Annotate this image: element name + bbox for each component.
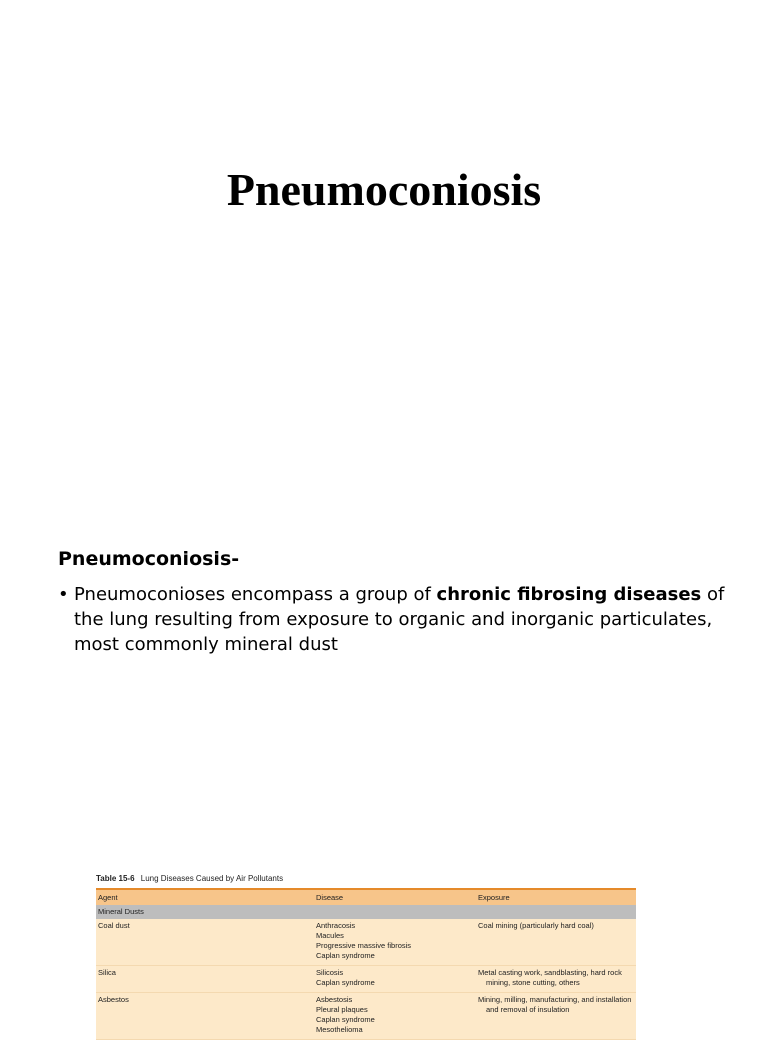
cell-agent: Coal dust	[98, 921, 130, 930]
cell-agent: Asbestos	[98, 995, 129, 1004]
disease-line: Caplan syndrome	[316, 1015, 375, 1024]
disease-line: Silicosis	[316, 968, 344, 977]
pollutant-table	[96, 872, 636, 1040]
header-agent: Agent	[98, 892, 118, 902]
table-caption	[96, 872, 636, 886]
table-group-row	[96, 905, 636, 919]
cell-disease	[316, 968, 478, 988]
exposure-line: Mining, milling, manufacturing, and installation	[478, 995, 632, 1004]
disease-line: Macules	[316, 931, 344, 940]
table-row	[96, 966, 636, 993]
bullet-list	[58, 582, 738, 657]
header-exposure: Exposure	[478, 892, 510, 902]
disease-line: Progressive massive fibrosis	[316, 941, 412, 950]
cell-disease	[316, 995, 478, 1035]
bullet-item	[58, 582, 738, 657]
table-header-row	[96, 890, 636, 905]
cell-disease	[316, 921, 478, 961]
exposure-line: mining, stone cutting, others	[486, 978, 580, 987]
table-body	[96, 888, 636, 1040]
bullet-text	[74, 582, 738, 657]
bullet-text-start: Pneumoconioses encompass a group of	[74, 584, 437, 605]
table-caption-number: Table 15-6	[96, 874, 135, 883]
cell-exposure	[478, 968, 636, 988]
group-label: Mineral Dusts	[98, 907, 144, 916]
exposure-line: and removal of insulation	[486, 1005, 570, 1014]
cell-exposure	[478, 995, 636, 1035]
table-caption-title: Lung Diseases Caused by Air Pollutants	[140, 874, 284, 883]
slide-title: Pneumoconiosis	[226, 164, 542, 215]
table-row	[96, 919, 636, 966]
bullet-mark: •	[58, 584, 69, 605]
exposure-line: Metal casting work, sandblasting, hard rock	[478, 968, 622, 977]
table-row	[96, 993, 636, 1040]
disease-line: Mesothelioma	[316, 1025, 363, 1034]
disease-line: Asbestosis	[316, 995, 353, 1004]
exposure-line: Coal mining (particularly hard coal)	[478, 921, 594, 930]
bullet-text-bold: chronic fibrosing diseases	[436, 584, 702, 605]
disease-line: Caplan syndrome	[316, 978, 375, 987]
section-heading: Pneumoconiosis-	[58, 548, 240, 570]
disease-line: Pleural plaques	[316, 1005, 368, 1014]
bullet-text-end: of the lung resulting from exposure to organic and inorganic particulates, most commonly mineral dust	[74, 584, 725, 655]
disease-line: Anthracosis	[316, 921, 356, 930]
cell-exposure	[478, 921, 636, 961]
header-disease: Disease	[316, 892, 344, 902]
disease-line: Caplan syndrome	[316, 951, 375, 960]
cell-agent: Silica	[98, 968, 116, 977]
